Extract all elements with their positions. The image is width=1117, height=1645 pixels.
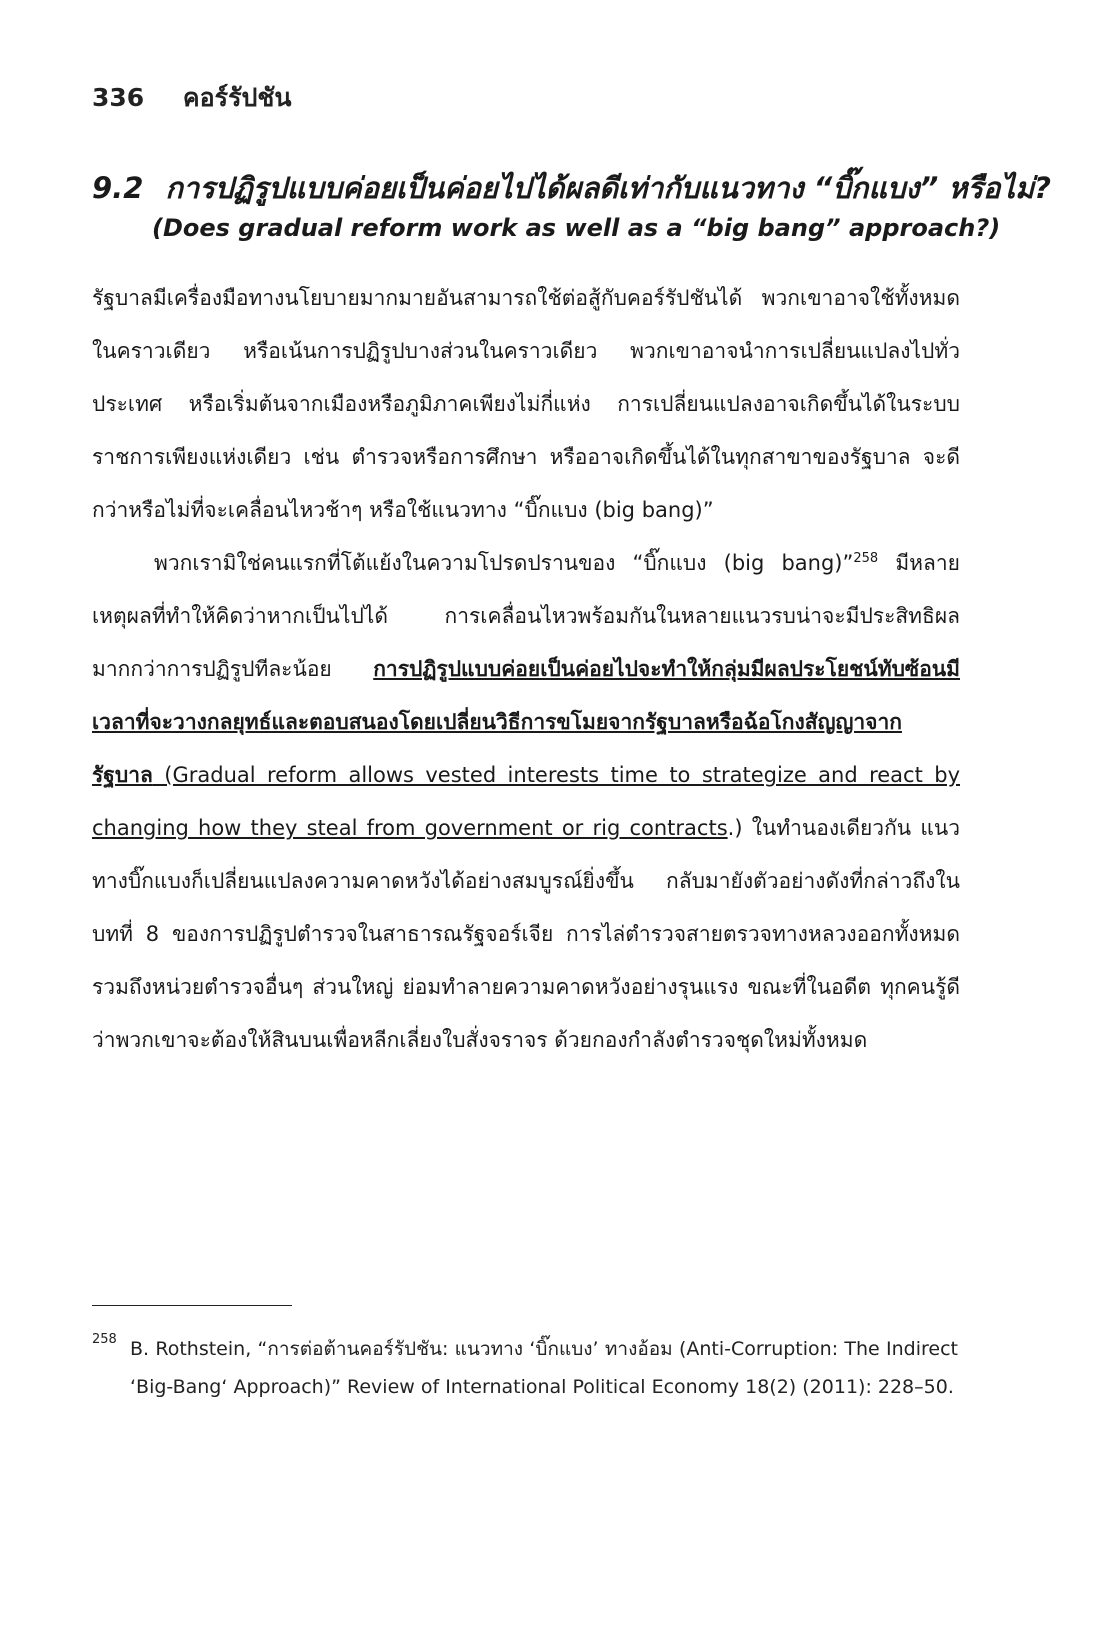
footnote-reference[interactable]: 258 — [853, 551, 879, 566]
section-heading — [92, 168, 1051, 248]
book-title: คอร์รัปชัน — [182, 83, 292, 112]
footnote-text: B. Rothstein, “การต่อต้านคอร์รัปชัน: แนวทาง ‘บิ๊กแบง’ ทางอ้อม (Anti-Corruption: The Indirect ‘Big-Bang‘ Approach)” Review of International Political Economy 18(2) (2011): 228–50. — [130, 1338, 958, 1398]
paragraph-2-text-a: มีหลายเหตุผลที่ทำให้คิดว่าหากเป็นไปได้ การเคลื่อนไหวพร้อมกันในหลายแนวรบน่าจะมีประสิทธิผลมากกว่าการปฏิรูปทีละน้อย — [92, 551, 960, 681]
running-head — [92, 78, 291, 118]
section-title-thai-line — [92, 168, 1051, 208]
emphasis-thai: การปฏิรูปแบบค่อยเป็นค่อยไปจะทำให้กลุ่มมีผลประโยชน์ทับซ้อนมีเวลาที่จะวางกลยุทธ์และตอบสนองโดยเปลี่ยนวิธีการขโมยจากรัฐบาลหรือฉ้อโกงสัญญาจากรัฐบาล — [92, 657, 960, 787]
section-title-thai: การปฏิรูปแบบค่อยเป็นค่อยไปได้ผลดีเท่ากับแนวทาง “บิ๊กแบง” หรือไม่? — [165, 171, 1051, 205]
paragraph-2-lead: พวกเรามิใช่คนแรกที่โต้แย้งในความโปรดปรานของ “บิ๊กแบง (big bang)” — [154, 551, 854, 575]
paragraph-2 — [92, 537, 960, 1067]
body-text — [92, 272, 960, 1067]
paragraph-1: รัฐบาลมีเครื่องมือทางนโยบายมากมายอันสามารถใช้ต่อสู้กับคอร์รัปชันได้ พวกเขาอาจใช้ทั้งหมดในคราวเดียว หรือเน้นการปฏิรูปบางส่วนในคราวเดียว พวกเขาอาจนำการเปลี่ยนแปลงไปทั่วประเทศ หรือเริ่มต้นจากเมืองหรือภูมิภาคเพียงไม่กี่แห่ง การเปลี่ยนแปลงอาจเกิดขึ้นได้ในระบบราชการเพียงแห่งเดียว เช่น ตำรวจหรือการศึกษา หรืออาจเกิดขึ้นได้ในทุกสาขาของรัฐบาล จะดีกว่าหรือไม่ที่จะเคลื่อนไหวช้าๆ หรือใช้แนวทาง “บิ๊กแบง (big bang)” — [92, 286, 960, 522]
section-number: 9.2 — [92, 171, 144, 205]
paragraph-2-text-b: .) ในทำนองเดียวกัน แนวทางบิ๊กแบงก็เปลี่ยนแปลงความคาดหวังได้อย่างสมบูรณ์ยิ่งขึ้น กลับมายังตัวอย่างดังที่กล่าวถึงในบทที่ 8 ของการปฏิรูปตำรวจในสาธารณรัฐจอร์เจีย การไล่ตำรวจสายตรวจทางหลวงออกทั้งหมด รวมถึงหน่วยตำรวจอื่นๆ ส่วนใหญ่ ย่อมทำลายความคาดหวังอย่างรุนแรง ขณะที่ในอดีต ทุกคนรู้ดีว่าพวกเขาจะต้องให้สินบนเพื่อหลีกเลี่ยงใบสั่งจราจร ด้วยกองกำลังตำรวจชุดใหม่ทั้งหมด — [92, 816, 960, 1052]
section-title-english: (Does gradual reform work as well as a “big bang” approach?) — [152, 214, 1001, 242]
footnote-number: 258 — [92, 1332, 117, 1347]
footnote — [92, 1330, 958, 1406]
emphasis-english: (Gradual reform allows vested interests time to strategize and react by changing how they steal from government or rig contracts — [92, 763, 960, 840]
page-number: 336 — [92, 83, 145, 112]
footnote-divider — [92, 1305, 292, 1306]
